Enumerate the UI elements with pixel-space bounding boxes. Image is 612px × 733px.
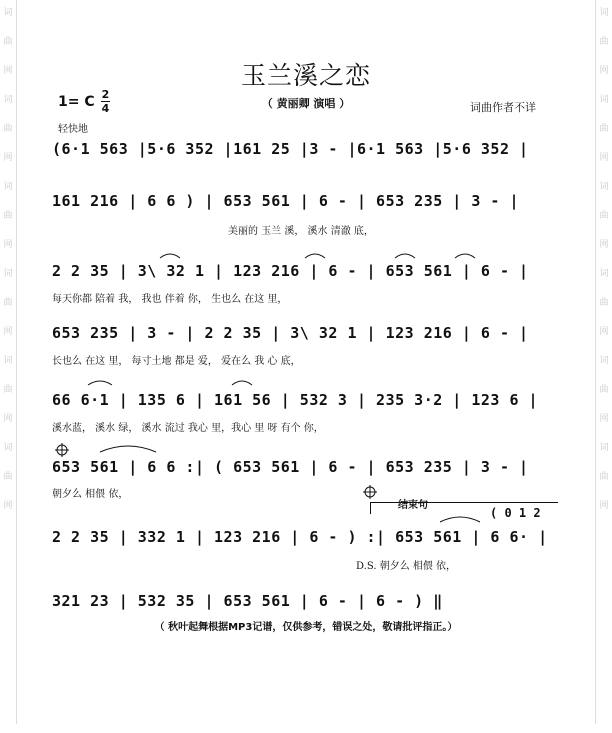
- watermark-char: 词: [599, 443, 609, 453]
- watermark-char: 曲: [599, 37, 609, 47]
- watermark-char: 词: [599, 95, 609, 105]
- singer-credit: （ 黄丽卿 演唱 ）: [261, 97, 351, 110]
- watermark-char: 词: [3, 269, 13, 279]
- segno-signs: [55, 443, 377, 499]
- watermark-char: 曲: [3, 37, 13, 47]
- time-top: 2: [101, 88, 110, 101]
- watermark-char: 词: [599, 8, 609, 18]
- watermark-char: 曲: [599, 124, 609, 134]
- notes-line-6: 653 561 | 6 6 :| ( 653 561 | 6 - | 653 235 | 3 - |: [52, 458, 529, 476]
- slur-arc: [160, 254, 180, 258]
- watermark-char: 词: [599, 182, 609, 192]
- watermark-char: 曲: [3, 472, 13, 482]
- notes-line-5: 66 6·1 | 135 6 | 161 56 | 532 3 | 235 3·2 | 123 6 |: [52, 391, 539, 409]
- watermark-char: 网: [599, 66, 609, 76]
- slur-arc: [88, 381, 112, 385]
- watermark-char: 词: [3, 182, 13, 192]
- notes-line-3: 2 2 35 | 3\ 32 1 | 123 216 | 6 - | 653 561 | 6 - |: [52, 262, 529, 280]
- watermark-char: 曲: [599, 385, 609, 395]
- time-bottom: 4: [101, 102, 110, 115]
- lyrics-line-5: 溪水蓝， 溪水 绿， 溪水 流过 我心 里，我心 里 呀 有个 你，: [52, 423, 324, 434]
- watermark-char: 网: [599, 327, 609, 337]
- watermark-char: 网: [3, 66, 13, 76]
- watermark-char: 网: [3, 153, 13, 163]
- watermark-char: 网: [3, 327, 13, 337]
- watermark-char: 曲: [599, 298, 609, 308]
- slur-arc: [100, 446, 156, 452]
- watermark-char: 词: [3, 8, 13, 18]
- tempo-marking: 轻快地: [58, 124, 88, 135]
- slur-arc: [305, 254, 325, 258]
- slur-arc: [395, 254, 415, 258]
- key-signature: 1= C: [58, 94, 95, 110]
- notes-line-4: 653 235 | 3 - | 2 2 35 | 3\ 32 1 | 123 216 | 6 - |: [52, 324, 529, 342]
- watermark-char: 网: [599, 501, 609, 511]
- watermark-char: 曲: [3, 211, 13, 221]
- composer-credit: 词曲作者不详: [470, 101, 536, 114]
- watermark-char: 曲: [3, 385, 13, 395]
- slur-arc: [232, 381, 252, 385]
- watermark-char: 词: [599, 356, 609, 366]
- watermark-char: 曲: [3, 298, 13, 308]
- watermark-char: 网: [599, 240, 609, 250]
- watermark-char: 曲: [3, 124, 13, 134]
- watermark-char: 网: [3, 501, 13, 511]
- watermark-char: 网: [599, 153, 609, 163]
- watermark-char: 网: [3, 414, 13, 424]
- notes-line-1: (6·1 563 |5·6 352 |161 25 |3 - |6·1 563 |5·6 352 |: [52, 140, 529, 158]
- watermark-char: 词: [599, 269, 609, 279]
- watermark-char: 网: [599, 414, 609, 424]
- watermark-char: 词: [3, 443, 13, 453]
- slur-arc: [455, 254, 475, 258]
- ending-pickup-notes: ( 0 1 2: [490, 506, 541, 520]
- watermark-char: 曲: [599, 472, 609, 482]
- lyrics-line-4: 长也么 在这 里， 每寸土地 都是 爱， 爱在么 我 心 底，: [52, 356, 301, 367]
- lyrics-line-2: 美丽的 玉兰 溪， 溪水 清澈 底，: [228, 226, 374, 237]
- watermark-char: 词: [3, 356, 13, 366]
- watermark-char: 词: [3, 95, 13, 105]
- notes-line-8: 321 23 | 532 35 | 653 561 | 6 - | 6 - ) ‖: [52, 592, 443, 610]
- watermark-char: 网: [3, 240, 13, 250]
- ending-label: 结束句: [398, 500, 428, 511]
- slur-arc: [440, 517, 480, 522]
- footnote: （ 秋叶起舞根据MP3记谱，仅供参考，错误之处，敬请批评指正。）: [154, 622, 458, 633]
- watermark-char: 曲: [599, 211, 609, 221]
- notes-line-7: 2 2 35 | 332 1 | 123 216 | 6 - ) :| 653 561 | 6 6· |: [52, 528, 548, 546]
- lyrics-line-7: D.S. 朝夕么 相偎 依，: [356, 561, 457, 572]
- lyrics-line-6: 朝夕么 相偎 依，: [52, 489, 129, 500]
- lyrics-line-3: 每天你都 陪着 我， 我也 伴着 你， 生也么 在这 里，: [52, 294, 288, 305]
- notes-line-2: 161 216 | 6 6 ) | 653 561 | 6 - | 653 235 | 3 - |: [52, 192, 520, 210]
- song-title: 玉兰溪之恋: [240, 61, 371, 90]
